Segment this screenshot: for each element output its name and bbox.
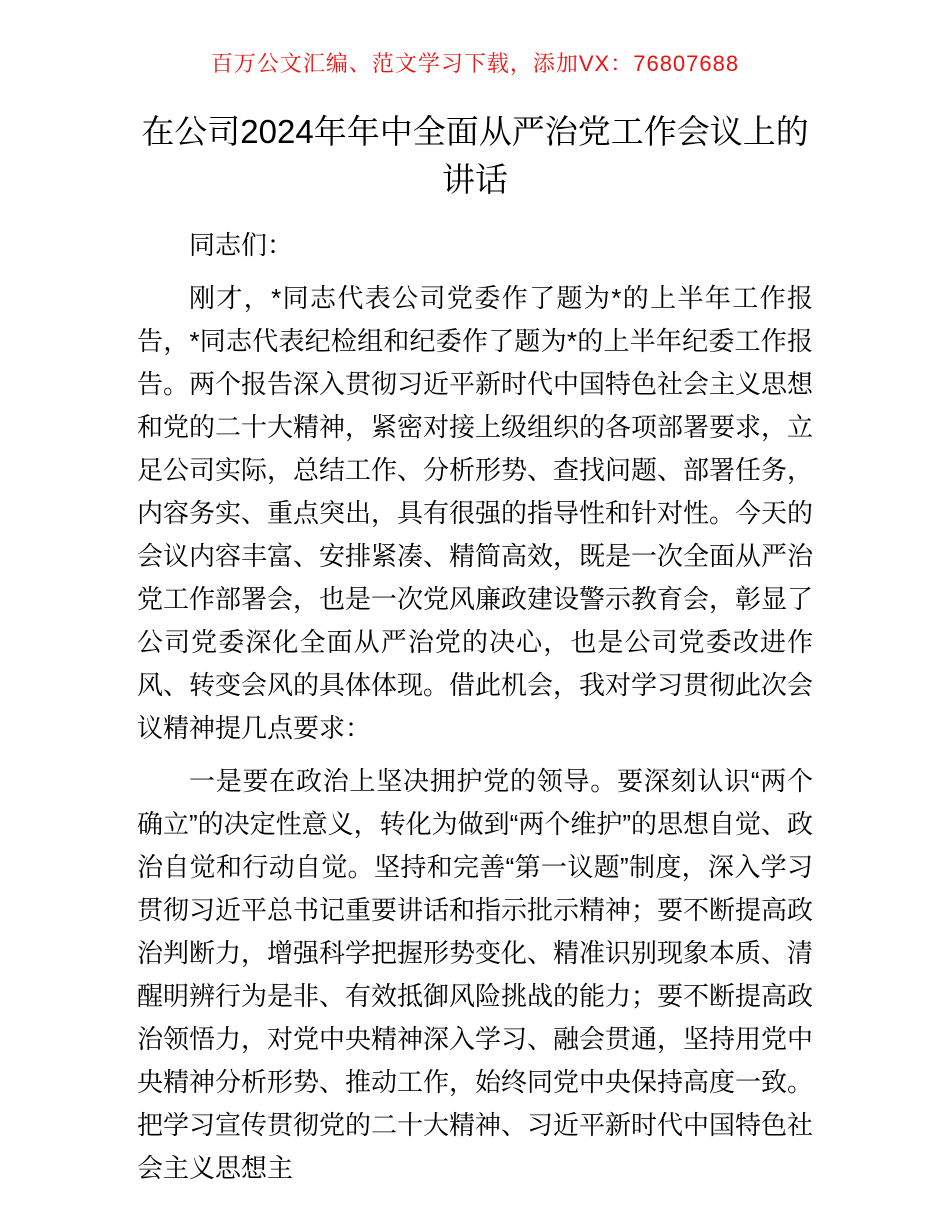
salutation: 同志们：	[189, 230, 294, 260]
document-body	[137, 224, 813, 1190]
paragraph-point-one: 一是要在政治上坚决拥护党的领导。要深刻认识“两个确立”的决定性意义，转化为做到“两个维护”的思想自觉、政治自觉和行动自觉。坚持和完善“第一议题”制度，深入学习贯彻习近平总书记重要讲话和指示批示精神；要不断提高政治判断力，增强科学把握形势变化、精准识别现象本质、清醒明辨行为是非、有效抵御风险挑战的能力；要不断提高政治领悟力，对党中央精神深入学习、融会贯通，坚持用党中央精神分析形势、推动工作，始终同党中央保持高度一致。把学习宣传贯彻党的二十大精神、习近平新时代中国特色社会主义思想主	[137, 766, 814, 1183]
title-line-1: 在公司2024年年中全面从严治党工作会议上的	[141, 113, 809, 150]
title-line-2: 讲话	[442, 161, 508, 198]
document-title	[95, 108, 855, 204]
promo-header-text: 百万公文汇编、范文学习下载，添加VX：76807688	[210, 51, 740, 76]
paragraph-opening: 刚才，*同志代表公司党委作了题为*的上半年工作报告，*同志代表纪检组和纪委作了题为*的上半年纪委工作报告。两个报告深入贯彻习近平新时代中国特色社会主义思想和党的二十大精神，紧密对接上级组织的各项部署要求，立足公司实际，总结工作、分析形势、查找问题、部署任务，内容务实、重点突出，具有很强的指导性和针对性。今天的会议内容丰富、安排紧凑、精简高效，既是一次全面从严治党工作部署会，也是一次党风廉政建设警示教育会，彰显了公司党委深化全面从严治党的决心，也是公司党委改进作风、转变会风的具体体现。借此机会，我对学习贯彻此次会议精神提几点要求：	[137, 283, 814, 743]
